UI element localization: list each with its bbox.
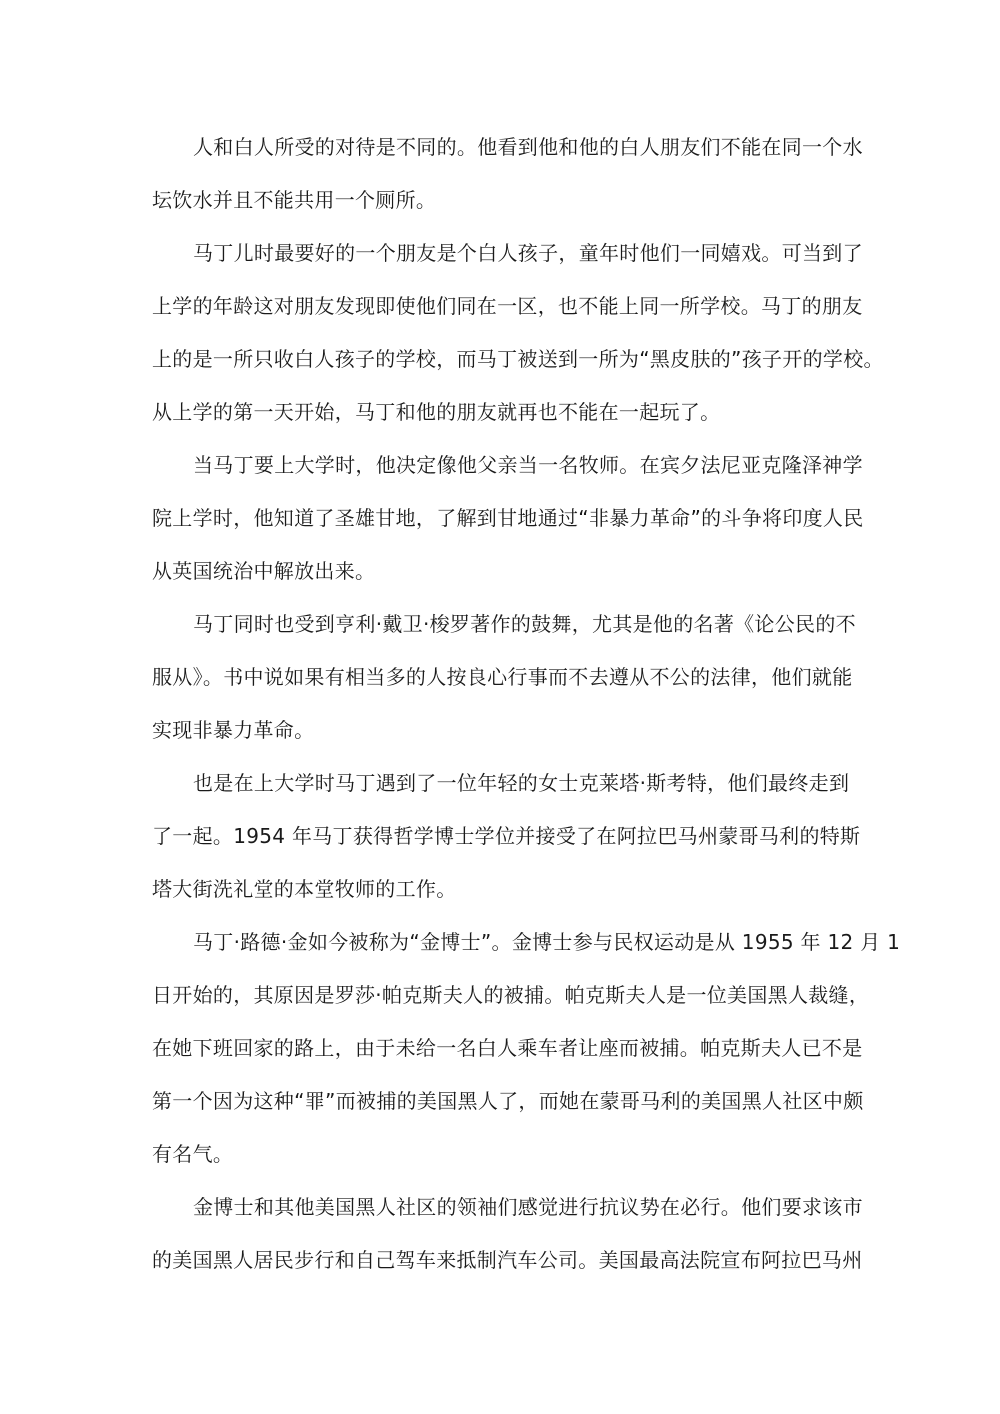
paragraph [152,443,864,602]
text-line: 也是在上大学时马丁遇到了一位年轻的女士克莱塔·斯考特，他们最终走到 [193,771,850,795]
text-line: 马丁儿时最要好的一个朋友是个白人孩子，童年时他们一同嬉戏。可当到了 [193,241,863,265]
text-line: 金博士和其他美国黑人社区的领袖们感觉进行抗议势在必行。他们要求该市 [193,1195,863,1219]
text-line: 日开始的，其原因是罗莎·帕克斯夫人的被捕。帕克斯夫人是一位美国黑人裁缝， [152,983,870,1007]
text-line: 从上学的第一天开始，马丁和他的朋友就再也不能在一起玩了。 [152,400,721,424]
text-line: 第一个因为这种“罪”而被捕的美国黑人了，而她在蒙哥马利的美国黑人社区中颇 [152,1089,864,1113]
text-line: 在她下班回家的路上，由于未给一名白人乘车者让座而被捕。帕克斯夫人已不是 [152,1036,863,1060]
text-line: 有名气。 [152,1142,234,1166]
text-line: 的美国黑人居民步行和自己驾车来抵制汽车公司。美国最高法院宣布阿拉巴马州 [152,1248,863,1272]
text-line: 上学的年龄这对朋友发现即使他们同在一区，也不能上同一所学校。马丁的朋友 [152,294,863,318]
text-line: 马丁同时也受到亨利·戴卫·梭罗著作的鼓舞，尤其是他的名著《论公民的不 [193,612,856,636]
paragraph [152,125,863,231]
document-body [152,125,901,1291]
text-line: 人和白人所受的对待是不同的。他看到他和他的白人朋友们不能在同一个水 [193,135,863,159]
text-line: 从英国统治中解放出来。 [152,559,376,583]
text-line: 上的是一所只收白人孩子的学校，而马丁被送到一所为“黑皮肤的”孩子开的学校。 [152,347,884,371]
text-line: 服从》。书中说如果有相当多的人按良心行事而不去遵从不公的法律，他们就能 [152,665,853,689]
paragraph [152,602,856,761]
text-line: 塔大街洗礼堂的本堂牧师的工作。 [152,877,457,901]
paragraph [152,1185,863,1291]
text-line: 院上学时，他知道了圣雄甘地，了解到甘地通过“非暴力革命”的斗争将印度人民 [152,506,864,530]
paragraph [152,231,884,443]
text-line: 坛饮水并且不能共用一个厕所。 [152,188,437,212]
text-line: 马丁·路德·金如今被称为“金博士”。金博士参与民权运动是从 1955 年 12 月 1 [193,930,901,954]
text-line: 了一起。1954 年马丁获得哲学博士学位并接受了在阿拉巴马州蒙哥马利的特斯 [152,824,861,848]
paragraph [152,920,901,1185]
text-line: 实现非暴力革命。 [152,718,315,742]
paragraph [152,761,861,920]
text-line: 当马丁要上大学时，他决定像他父亲当一名牧师。在宾夕法尼亚克隆泽神学 [193,453,863,477]
